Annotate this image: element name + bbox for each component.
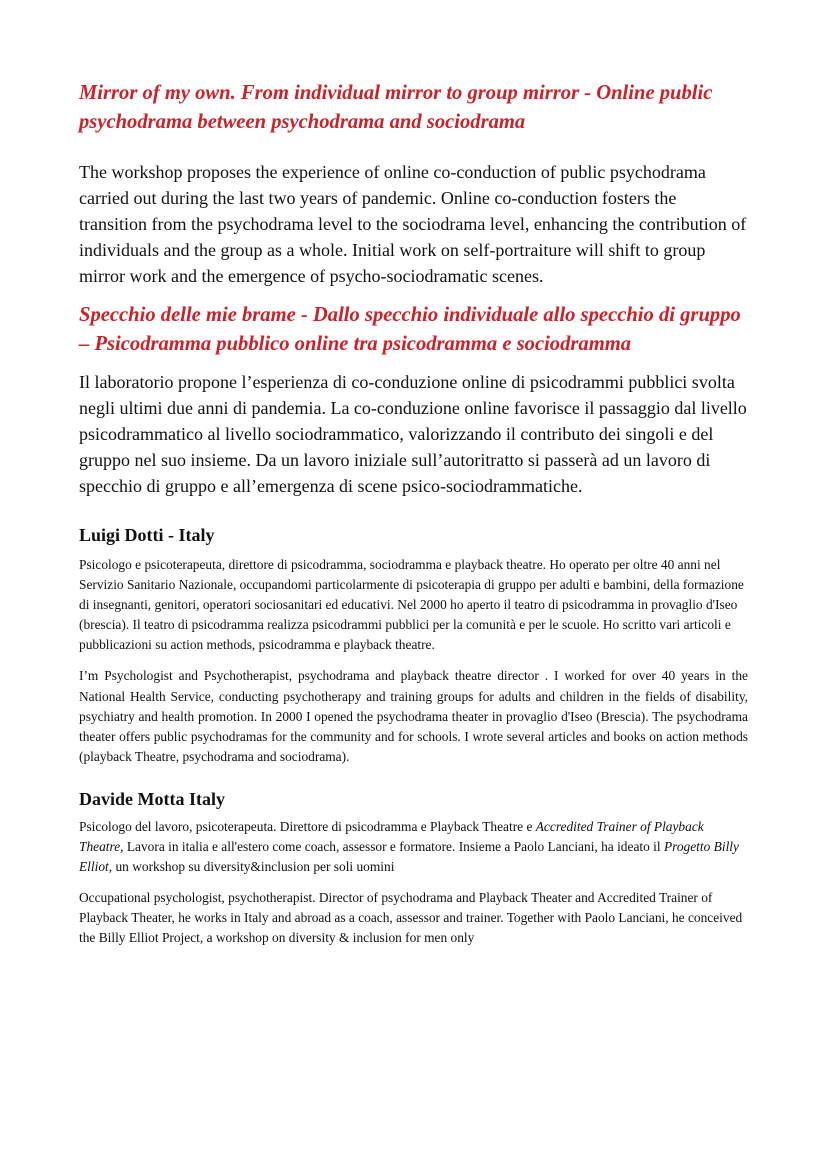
presenter-2-bio-english: Occupational psychologist, psychotherapist. Director of psychodrama and Playback Theater and Accredited Trainer of Playback Theater, he works in Italy and abroad as a coach, assessor and trainer. Together with Paolo Lanciani, he conceived the Billy Elliot Project, a workshop on diversity & inclusion for men only (79, 890, 743, 946)
presenter-2-heading: Davide Motta Italy (79, 788, 225, 809)
bio-text: Psicologo del lavoro, psicoterapeuta. Direttore di psicodramma e Playback Theatre e (79, 818, 536, 834)
bio-text: , Lavora in italia e all'estero come coach, assessor e formatore. Insieme a Paolo Lanciani, ha ideato il (120, 839, 664, 855)
italian-title: Specchio delle mie brame - Dallo specchio individuale allo specchio di gruppo – Psicodramma pubblico online tra psicodramma e sociodramma (79, 304, 741, 355)
bio-italic-text: Accredited Trainer of Playback Theatre (79, 818, 704, 855)
presenter-1-bio-english: I’m Psychologist and Psychotherapist, psychodrama and playback theatre director . I worked for over 40 years in the National Health Service, conducting psychotherapy and training groups for adults and children in the fields of disability, psychiatry and health promotion. In 2000 I opened the psychodrama theater in provaglio d'Iseo (Brescia). The psychodrama theater offers public psychodramas for the community and for schools. I wrote several articles and books on action methods (playback Theatre, psychodrama and sociodrama). (79, 668, 748, 764)
english-abstract: The workshop proposes the experience of online co-conduction of public psychodrama carried out during the last two years of pandemic. Online co-conduction fosters the transition from the psychodrama level to the sociodrama level, enhancing the contribution of individuals and the group as a whole. Initial work on self-portraiture will shift to group mirror work and the emergence of psycho-sociodramatic scenes. (79, 162, 747, 286)
presenter-1-heading: Luigi Dotti - Italy (79, 525, 215, 545)
bio-italic-text: Progetto Billy Elliot (79, 839, 739, 875)
italian-abstract: Il laboratorio propone l’esperienza di co-conduzione online di psicodrammi pubblici svolta negli ultimi due anni di pandemia. La co-conduzione online favorisce il passaggio dal livello psicodrammatico al livello sociodrammatico, valorizzando il contributo dei singoli e del gruppo nel suo insieme. Da un lavoro iniziale sull’autoritratto si passerà ad un lavoro di specchio di gruppo e all’emergenza di scene psico-sociodrammatiche. (79, 372, 747, 496)
presenter-2-bio-italian (79, 817, 748, 877)
english-title: Mirror of my own. From individual mirror to group mirror - Online public psychodrama between psychodrama and sociodrama (79, 82, 713, 133)
bio-text: , un workshop su diversity&inclusion per soli uomini (108, 859, 395, 875)
presenter-1-bio-italian: Psicologo e psicoterapeuta, direttore di psicodramma, sociodramma e playback theatre. Ho operato per oltre 40 anni nel Servizio Sanitario Nazionale, occupandomi particolarmente di psicoterapia di gruppo per adulti e bambini, della formazione di insegnanti, genitori, operatori sociosanitari ed educativi. Nel 2000 ho aperto il teatro di psicodramma in provaglio d'Iseo (brescia). Il teatro di psicodramma realizza psicodrammi pubblici per la comunità e per le scuole. Ho scritto vari articoli e pubblicazioni su action methods, psicodramma e playback theatre. (79, 557, 744, 653)
